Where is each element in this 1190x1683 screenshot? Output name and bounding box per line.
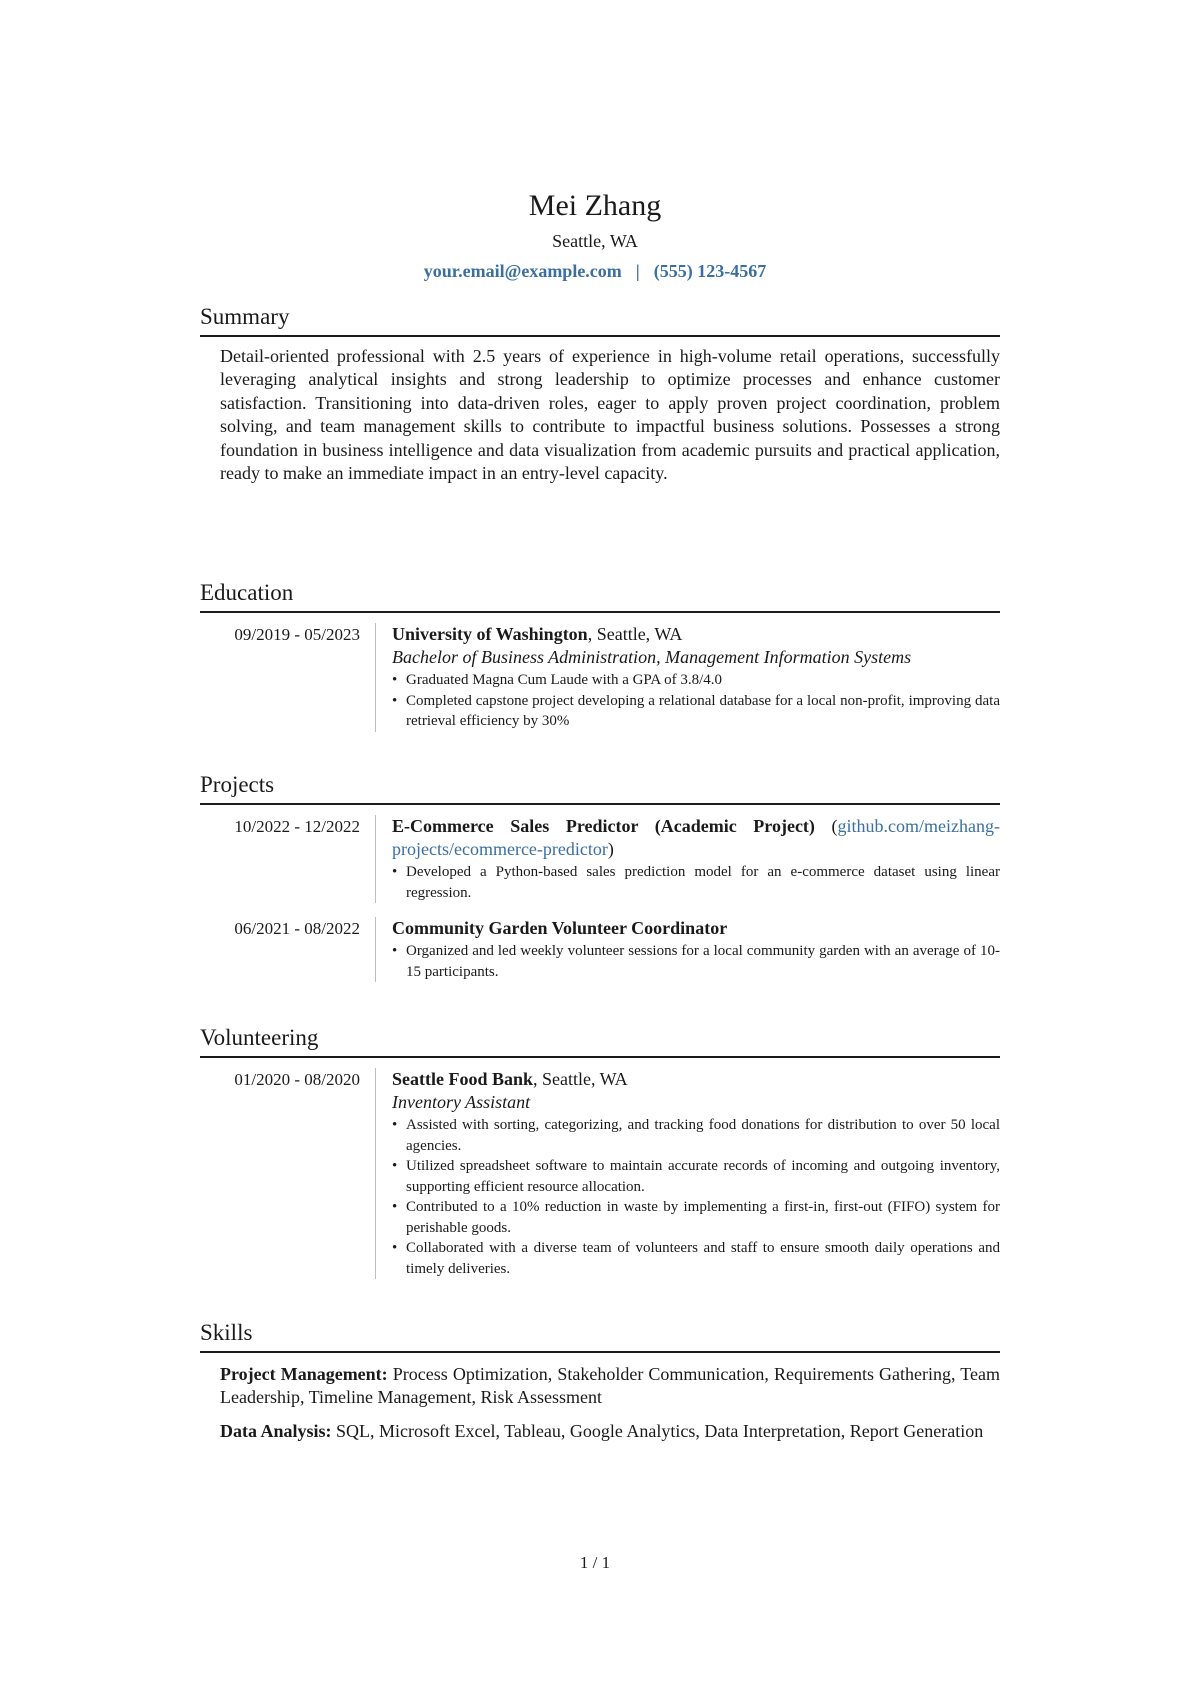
organization-location: , Seattle, WA bbox=[533, 1069, 628, 1089]
bullet-list bbox=[392, 941, 1000, 982]
skills-line bbox=[220, 1420, 1000, 1443]
school-name: University of Washington bbox=[392, 624, 588, 644]
bullet-list bbox=[392, 670, 1000, 732]
entry-date: 01/2020 - 08/2020 bbox=[200, 1068, 376, 1279]
candidate-name: Mei Zhang bbox=[528, 189, 662, 222]
bullet-icon: • bbox=[392, 672, 398, 688]
section-title-volunteering: Volunteering bbox=[200, 1023, 1000, 1058]
entry-date: 06/2021 - 08/2022 bbox=[200, 917, 376, 982]
projects-section bbox=[200, 770, 1000, 982]
list-item bbox=[392, 1156, 1000, 1197]
volunteering-section bbox=[200, 1023, 1000, 1279]
summary-section bbox=[200, 302, 1000, 485]
section-title-skills: Skills bbox=[200, 1318, 1000, 1353]
bullet-text: Graduated Magna Cum Laude with a GPA of 3.8/4.0 bbox=[406, 672, 723, 688]
bullet-icon: • bbox=[392, 864, 398, 880]
degree: Bachelor of Business Administration, Management Information Systems bbox=[392, 647, 912, 667]
link-close-paren: ) bbox=[607, 839, 614, 859]
phone-link[interactable]: (555) 123-4567 bbox=[653, 261, 767, 281]
contact-separator: | bbox=[635, 261, 640, 281]
skill-category: Data Analysis: bbox=[220, 1420, 332, 1441]
entry-date: 09/2019 - 05/2023 bbox=[200, 623, 376, 732]
entry-title bbox=[392, 623, 1000, 646]
list-item bbox=[392, 1238, 1000, 1279]
email-link[interactable]: your.email@example.com bbox=[423, 261, 622, 281]
skill-values: Process Optimization, Stakeholder Communication, Requirements Gathering, Team Leadership, Timeline Management, Risk Assessment bbox=[220, 1364, 1000, 1408]
bullet-text: Organized and led weekly volunteer sessions for a local community garden with an average of 10-15 participants. bbox=[406, 943, 1000, 980]
school-location: , Seattle, WA bbox=[587, 624, 683, 644]
list-item bbox=[392, 670, 1000, 691]
entry-date: 10/2022 - 12/2022 bbox=[200, 815, 376, 903]
page-number: 1 / 1 bbox=[579, 1553, 611, 1572]
entry-body bbox=[392, 1068, 1000, 1279]
section-title-education: Education bbox=[200, 578, 1000, 613]
entry-body bbox=[392, 623, 1000, 732]
skills-section bbox=[200, 1318, 1000, 1443]
bullet-text: Collaborated with a diverse team of volunteers and staff to ensure smooth daily operations and timely deliveries. bbox=[406, 1240, 1000, 1277]
bullet-text: Completed capstone project developing a relational database for a local non-profit, improving data retrieval efficiency by 30% bbox=[406, 692, 1000, 729]
list-item bbox=[392, 691, 1000, 732]
bullet-list bbox=[392, 862, 1000, 903]
bullet-icon: • bbox=[392, 1199, 398, 1215]
bullet-text: Utilized spreadsheet software to maintain accurate records of incoming and outgoing inventory, supporting efficient resource allocation. bbox=[406, 1158, 1000, 1195]
entry-body bbox=[392, 815, 1000, 903]
project-entry bbox=[200, 815, 1000, 903]
list-item bbox=[392, 862, 1000, 903]
link-open-paren: ( bbox=[814, 816, 838, 836]
bullet-text: Assisted with sorting, categorizing, and tracking food donations for distribution to over 50 local agencies. bbox=[406, 1117, 1000, 1154]
bullet-text: Contributed to a 10% reduction in waste by implementing a first-in, first-out (FIFO) system for perishable goods. bbox=[406, 1199, 1000, 1236]
resume-header bbox=[0, 188, 1190, 284]
bullet-icon: • bbox=[392, 692, 398, 709]
project-link[interactable]: github.com/meizhang-projects/ecommerce-predictor bbox=[392, 816, 1000, 859]
summary-text: Detail-oriented professional with 2.5 years of experience in high-volume retail operations, successfully leveraging analytical insights and strong leadership to optimize processes and enhance customer satisfaction. Transitioning into data-driven roles, eager to apply proven project coordination, problem solving, and team management skills to contribute to impactful business solutions. Possesses a strong foundation in business intelligence and data visualization from academic pursuits and practical application, ready to make an immediate impact in an entry-level capacity. bbox=[220, 346, 1000, 484]
skill-values: SQL, Microsoft Excel, Tableau, Google Analytics, Data Interpretation, Report Generation bbox=[331, 1420, 984, 1441]
project-entry bbox=[200, 917, 1000, 982]
bullet-text: Developed a Python-based sales prediction model for an e-commerce dataset using linear regression. bbox=[406, 864, 1000, 901]
entry-body bbox=[392, 917, 1000, 982]
bullet-icon: • bbox=[392, 943, 398, 959]
bullet-icon: • bbox=[392, 1117, 398, 1133]
section-title-projects: Projects bbox=[200, 770, 1000, 805]
project-name: Community Garden Volunteer Coordinator bbox=[392, 918, 728, 938]
candidate-location: Seattle, WA bbox=[552, 231, 638, 251]
education-section bbox=[200, 578, 1000, 732]
organization-name: Seattle Food Bank bbox=[392, 1069, 534, 1089]
section-title-summary: Summary bbox=[200, 302, 1000, 337]
list-item bbox=[392, 1115, 1000, 1156]
skills-line bbox=[220, 1363, 1000, 1410]
education-entry bbox=[200, 623, 1000, 732]
project-name: E-Commerce Sales Predictor (Academic Project) bbox=[392, 816, 815, 836]
bullet-list bbox=[392, 1115, 1000, 1279]
skill-category: Project Management: bbox=[220, 1364, 388, 1384]
list-item bbox=[392, 941, 1000, 982]
entry-title bbox=[392, 917, 1000, 940]
role-title: Inventory Assistant bbox=[392, 1092, 531, 1112]
bullet-icon: • bbox=[392, 1158, 398, 1174]
entry-title bbox=[392, 1068, 1000, 1091]
contact-line bbox=[0, 258, 1190, 284]
volunteering-entry bbox=[200, 1068, 1000, 1279]
entry-title bbox=[392, 815, 1000, 861]
list-item bbox=[392, 1197, 1000, 1238]
bullet-icon: • bbox=[392, 1240, 398, 1256]
